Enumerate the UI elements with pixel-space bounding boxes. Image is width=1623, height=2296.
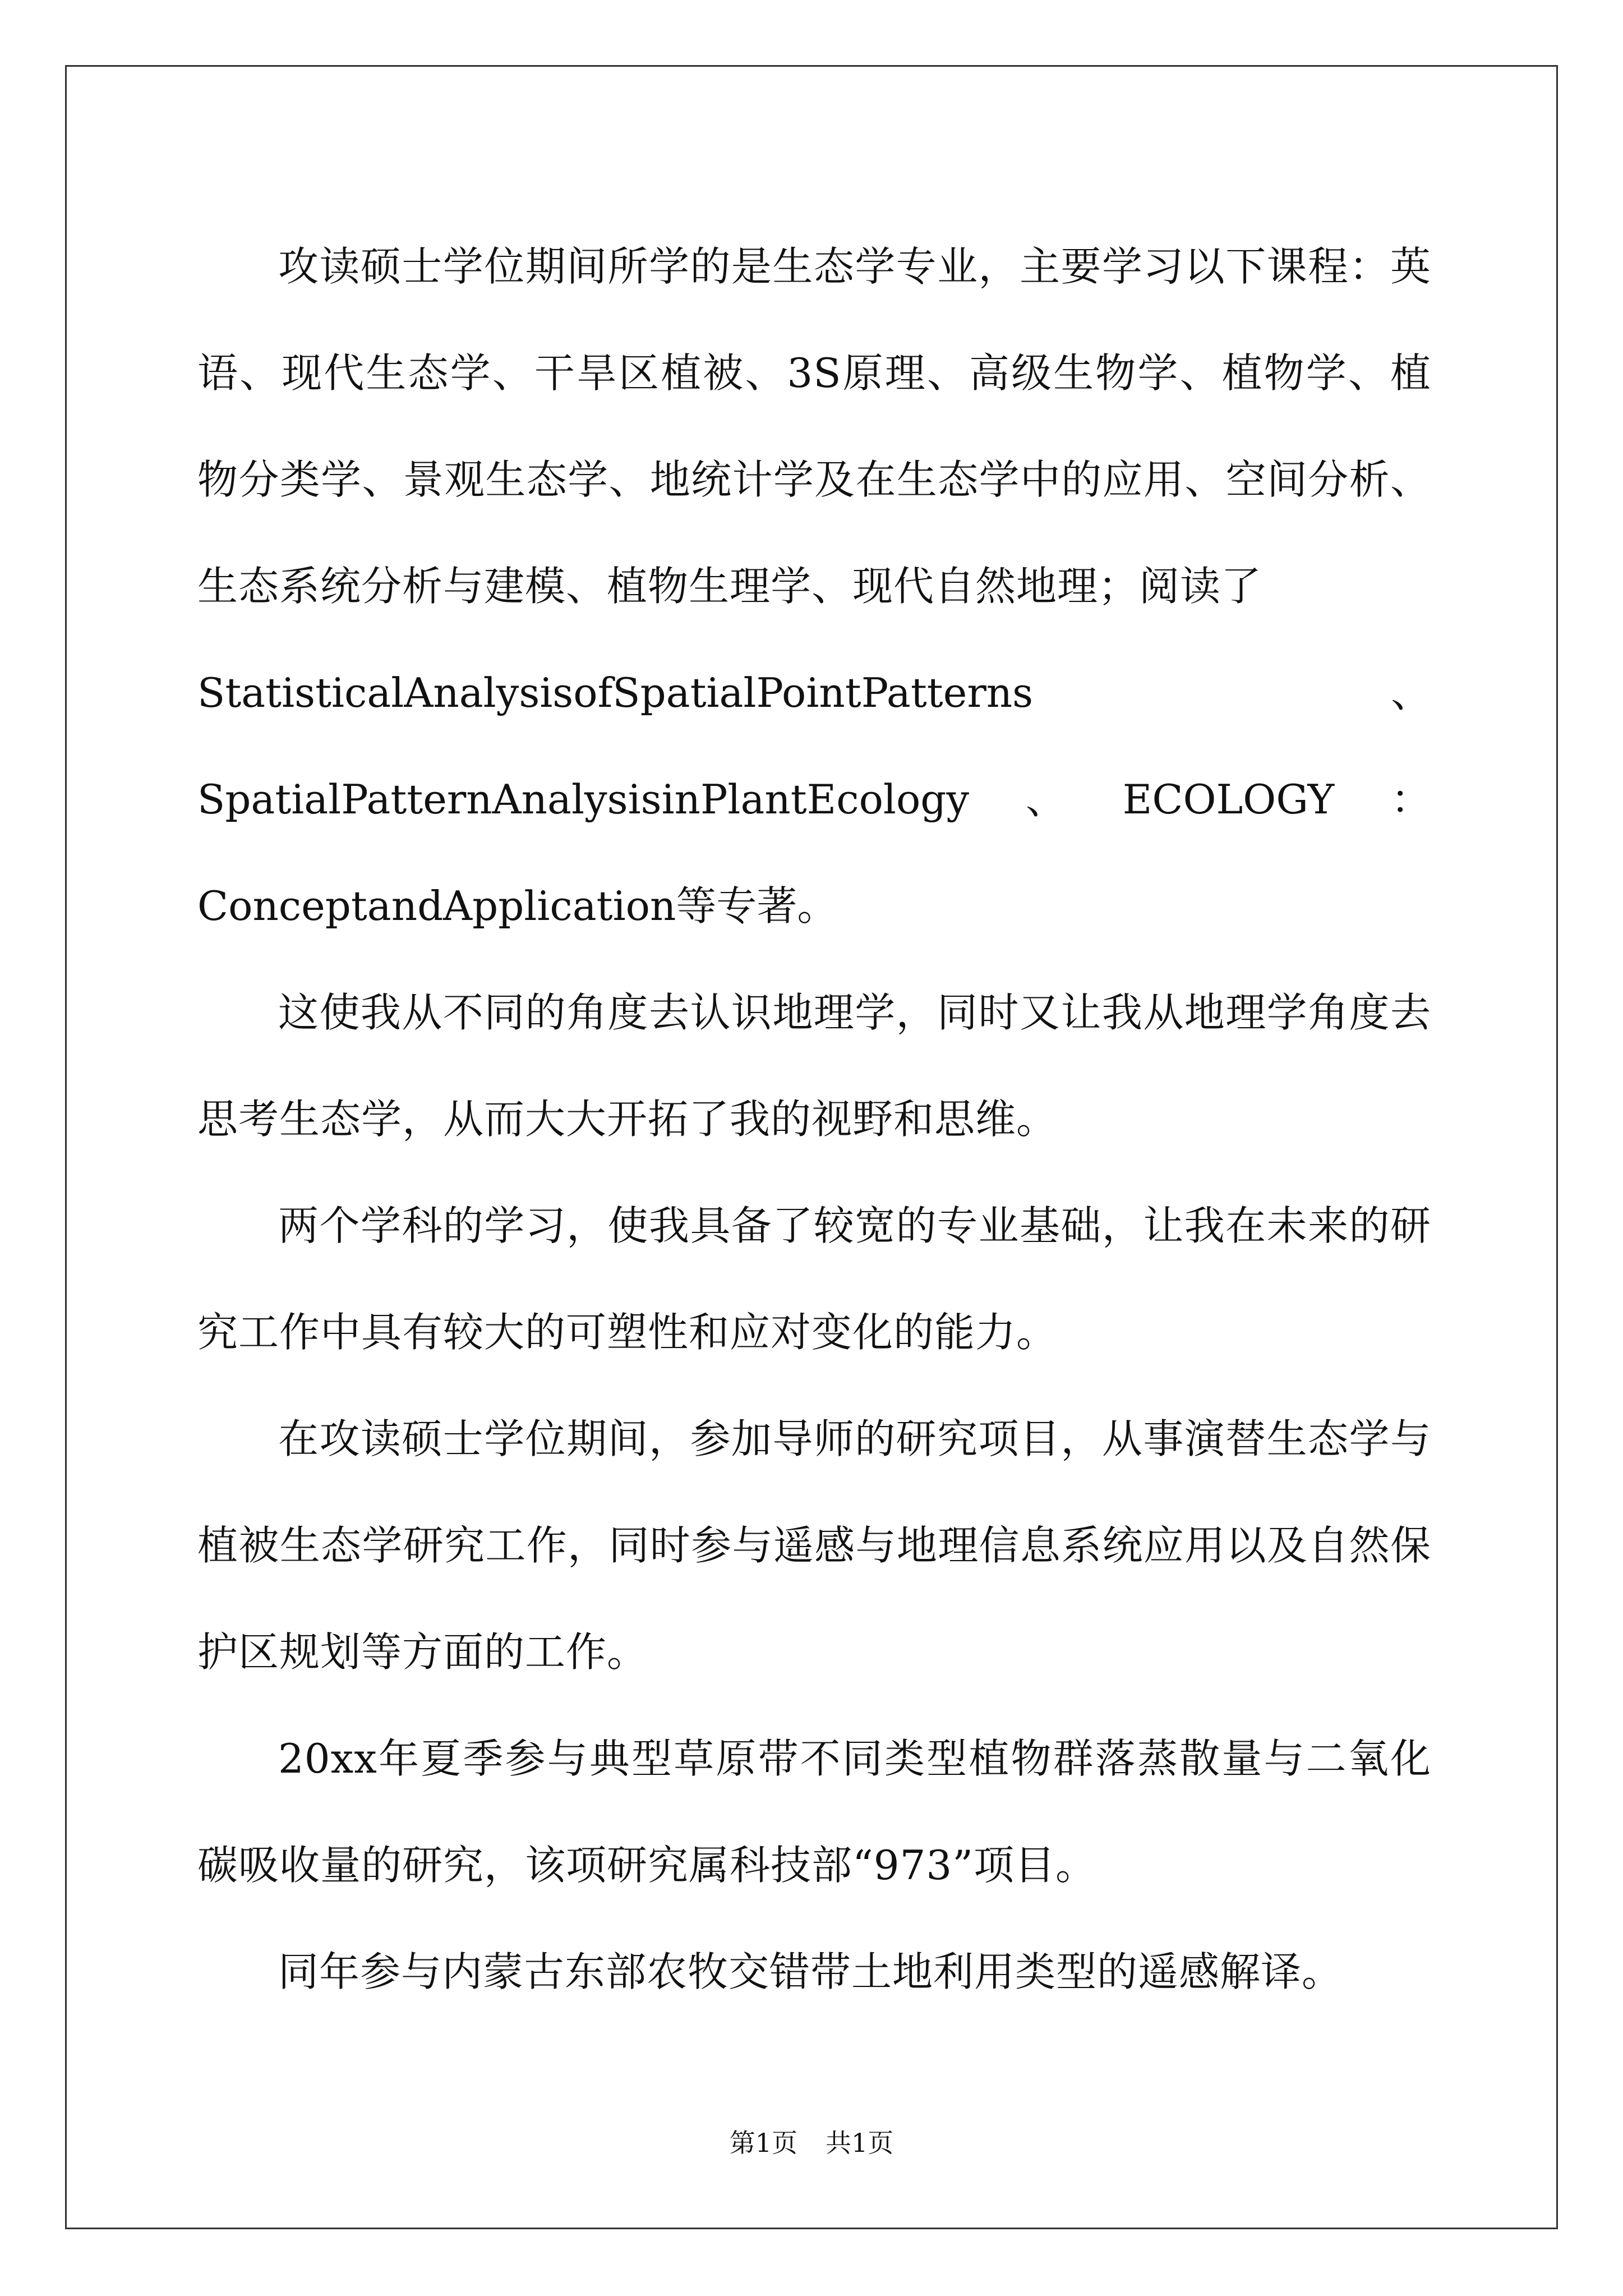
paragraph-5: 20xx年夏季参与典型草原带不同类型植物群落蒸散量与二氧化碳吸收量的研究，该项研究属科技部“973”项目。 bbox=[197, 1735, 1431, 1889]
page-number: 第1页 bbox=[729, 2128, 797, 2158]
separator: 、 bbox=[1025, 776, 1066, 823]
paragraph-1: 攻读硕士学位期间所学的是生态学专业，主要学习以下课程：英语、现代生态学、干旱区植被、3S原理、高级生物学、植物学、植物分类学、景观生态学、地统计学及在生态学中的应用、空间分析、生态系统分析与建模、植物生理学、现代自然地理；阅读了 bbox=[197, 243, 1431, 610]
paragraph-3: 两个学科的学习，使我具备了较宽的专业基础，让我在未来的研究工作中具有较大的可塑性和应对变化的能力。 bbox=[197, 1202, 1431, 1356]
document-body bbox=[197, 213, 1431, 2025]
paragraph-1-line-7 bbox=[197, 853, 1431, 959]
book-title-3-cont: ConceptandApplication等专著。 bbox=[197, 882, 838, 930]
separator: ： bbox=[1390, 776, 1431, 823]
page-footer bbox=[0, 2126, 1623, 2160]
paragraph-6: 同年参与内蒙古东部农牧交错带土地利用类型的遥感解译。 bbox=[278, 1948, 1343, 1995]
separator: 、 bbox=[1390, 669, 1431, 716]
book-title-3: ECOLOGY bbox=[1122, 776, 1335, 823]
book-title-2: SpatialPatternAnalysisinPlantEcology bbox=[197, 776, 970, 823]
book-title-1: StatisticalAnalysisofSpatialPointPatterns bbox=[197, 669, 1034, 716]
paragraph-4: 在攻读硕士学位期间，参加导师的研究项目，从事演替生态学与植被生态学研究工作，同时参与遥感与地理信息系统应用以及自然保护区规划等方面的工作。 bbox=[197, 1415, 1431, 1676]
paragraph-1-line-5 bbox=[197, 639, 1431, 746]
page-total: 共1页 bbox=[826, 2128, 894, 2158]
paragraph-1-line-6 bbox=[197, 746, 1431, 853]
paragraph-2: 这使我从不同的角度去认识地理学，同时又让我从地理学角度去思考生态学，从而大大开拓了我的视野和思维。 bbox=[197, 989, 1431, 1143]
